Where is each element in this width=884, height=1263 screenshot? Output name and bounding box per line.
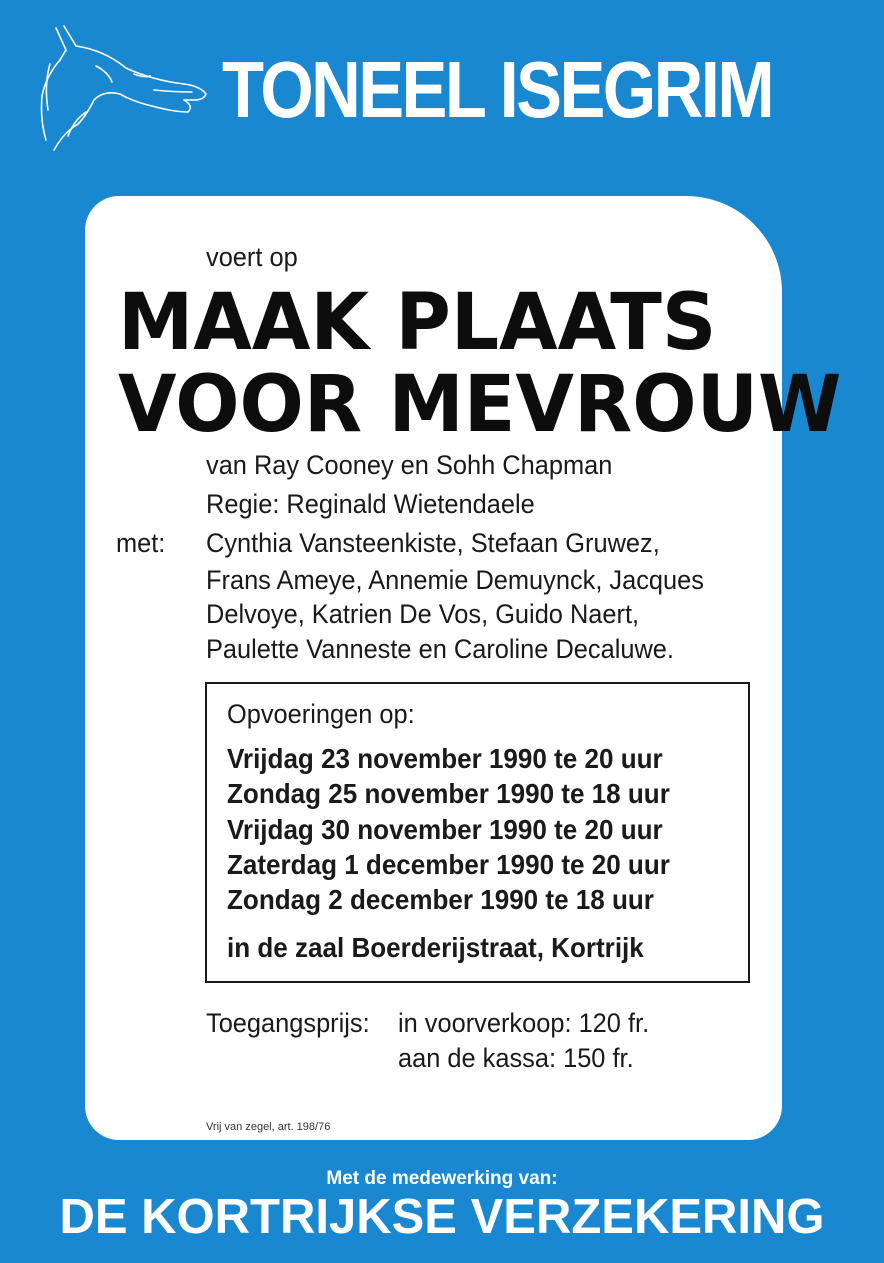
cast-line: Paulette Vanneste en Caroline Decaluwe. bbox=[206, 634, 674, 664]
cast-line: Delvoye, Katrien De Vos, Guido Naert, bbox=[206, 599, 640, 629]
cast-line: Frans Ameye, Annemie Demuynck, Jacques bbox=[206, 565, 704, 595]
cast-label: met: bbox=[116, 528, 166, 558]
price-label: Toegangsprijs: bbox=[206, 1008, 370, 1038]
performance-date: Zaterdag 1 december 1990 te 20 uur bbox=[227, 849, 670, 880]
door-price: aan de kassa: 150 fr. bbox=[398, 1043, 634, 1073]
header-title: TONEEL ISEGRIM bbox=[222, 45, 773, 134]
play-title-line-1: MAAK PLAATS bbox=[118, 278, 717, 368]
sponsor-intro: Met de medewerking van: bbox=[326, 1168, 558, 1189]
author-credit: van Ray Cooney en Sohh Chapman bbox=[206, 450, 613, 480]
performance-date: Vrijdag 23 november 1990 te 20 uur bbox=[227, 743, 663, 774]
sponsor-name: DE KORTRIJKSE VERZEKERING bbox=[59, 1190, 825, 1244]
venue: in de zaal Boerderijstraat, Kortrijk bbox=[227, 932, 644, 963]
wolf-head-icon bbox=[34, 20, 212, 155]
performances-heading: Opvoeringen op: bbox=[227, 699, 415, 729]
cast-line: Cynthia Vansteenkiste, Stefaan Gruwez, bbox=[206, 528, 660, 558]
intro-text: voert op bbox=[206, 242, 298, 272]
play-title-line-2: VOOR MEVROUW bbox=[118, 360, 842, 450]
performance-date: Vrijdag 30 november 1990 te 20 uur bbox=[227, 814, 663, 845]
stamp-note: Vrij van zegel, art. 198/76 bbox=[206, 1121, 331, 1133]
performance-date: Zondag 2 december 1990 te 18 uur bbox=[227, 884, 654, 915]
presale-price: in voorverkoop: 120 fr. bbox=[398, 1008, 650, 1038]
director-credit: Regie: Reginald Wietendaele bbox=[206, 489, 535, 519]
performance-date: Zondag 25 november 1990 te 18 uur bbox=[227, 778, 670, 809]
